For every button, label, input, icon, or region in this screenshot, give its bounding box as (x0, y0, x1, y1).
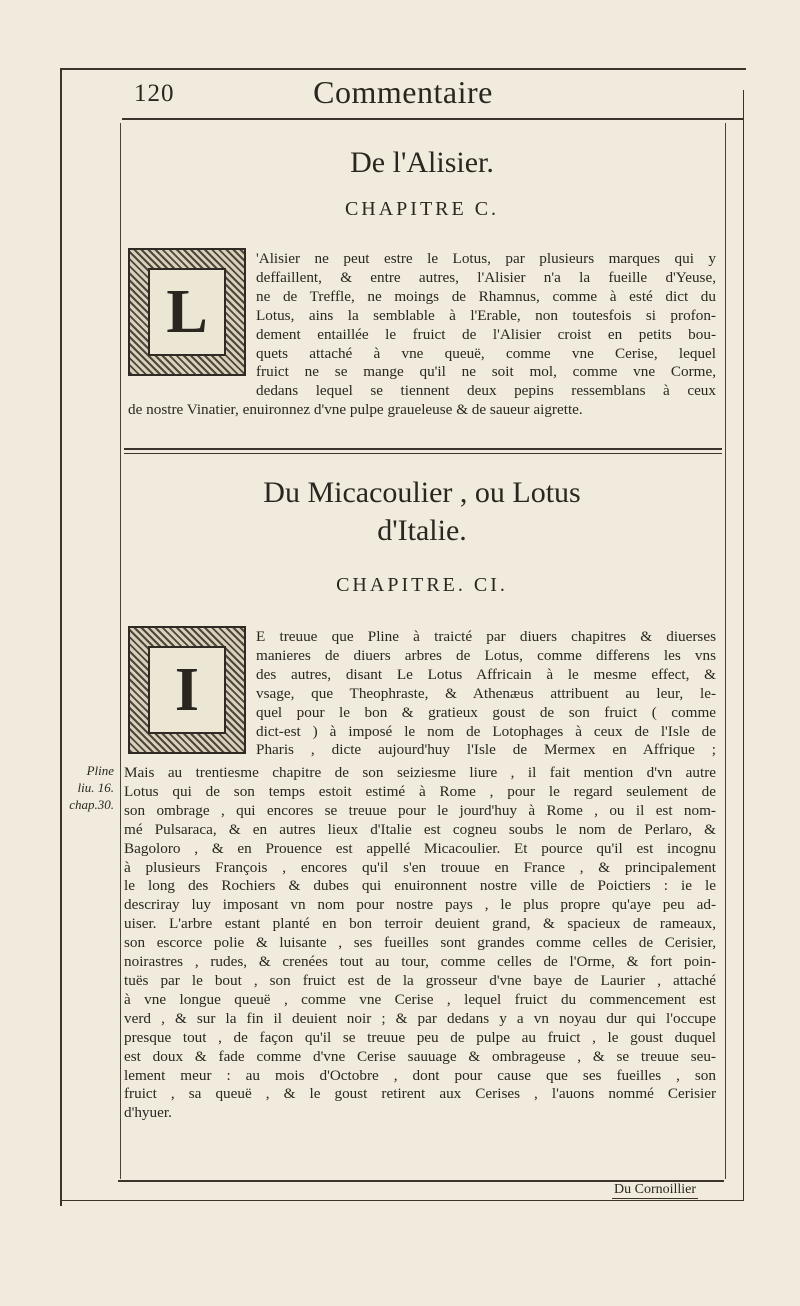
text-line: quel pour le bon & gratieux goust de son fruict ( comme (256, 703, 716, 721)
micacoulier-paragraph-top (256, 628, 716, 760)
text-line: verd , & sur la fin il deuient noir ; & par dedans y a vn noyau dur qui l'occupe (124, 1009, 716, 1027)
text-line: deffaillent, & entre autres, l'Alisier n'a la fueille d'Yeuse, (256, 268, 716, 286)
ornamental-initial (128, 248, 246, 376)
margin-note-line: liu. 16. (77, 780, 114, 795)
bottom-rule-outer (62, 1200, 744, 1201)
page-number: 120 (134, 80, 175, 107)
catchword: Du Cornoillier (614, 1182, 697, 1197)
text-line: tuës par le bout , son fruict est de la grosseur d'vne baye de Laurier , attaché (124, 971, 716, 989)
text-line: E treuue que Pline à traicté par diuers chapitres & diuerses (256, 628, 716, 645)
text-line: des autres, disant Le Lotus Affricain à le mesme effect, & (256, 665, 716, 683)
alisier-last-line (128, 401, 716, 420)
outer-rule (743, 90, 744, 1200)
text-line: 'Alisier ne peut estre le Lotus, par plusieurs marques qui y (256, 250, 716, 267)
text-line: noirastres , rudes, & crenées tout au tour, comme celles de l'Orme, & fort poin- (124, 953, 716, 971)
section-title-micacoulier (120, 474, 724, 550)
text-line: d'hyuer. (124, 1104, 172, 1122)
text-line: mé Pulsaraca, & en autres lieux d'Italie est cogneu soubs le nom de Perlaro, & (124, 820, 716, 838)
text-line: à plusieurs François , encores qu'il s'en trouue en France , & principalement (124, 858, 716, 876)
margin-note-line: Pline (86, 763, 114, 778)
text-line: son ombrage , qui encores se treuue pour le jourd'huy à Rome , ou il est nom- (124, 801, 716, 819)
text-line: dement entaillée le fruict de l'Alisier croist en petits bou- (256, 325, 716, 343)
micacoulier-paragraph-body (124, 764, 716, 1123)
title-line: Du Micacoulier , ou Lotus (263, 476, 581, 509)
text-line: ne de Treffle, ne moings de Rhamnus, comme à esté dict du (256, 287, 716, 305)
page-header (62, 70, 744, 118)
initial-letter: L (148, 268, 226, 356)
ornamental-initial (128, 626, 246, 754)
text-line: uiser. L'arbre estant planté en bon terroir deuient grand, & spacieux de rameaux, (124, 915, 716, 933)
text-line: descriray luy imposant vn nom pour nostre pays , le plus propre qu'aye peu ad- (124, 896, 716, 914)
title-line: d'Italie. (377, 514, 467, 547)
text-line: Lotus, ains la semblable à l'Erable, non toutesfois si profon- (256, 306, 716, 324)
text-line: Pharis , dicte aujourd'huy l'Isle de Mermex en Affrique ; (256, 741, 716, 759)
text-line: de nostre Vinatier, enuironnez d'vne pulpe graueleuse & de saueur aigrette. (128, 401, 583, 418)
section-title-alisier: De l'Alisier. (350, 146, 494, 179)
chapter-heading-c: CHAPITRE C. (344, 198, 500, 220)
text-line: quets attaché à vne queuë, comme vne Cerise, lequel (256, 344, 716, 362)
text-line: dict-est ) à imposé le nom de Lotophages à ceux de l'Isle de (256, 722, 716, 740)
margin-note-line: chap.30. (69, 797, 114, 812)
text-line: manieres de diuers arbres de Lotus, comme differens les vns (256, 646, 716, 664)
text-line: à vne longue queuë , comme vne Cerise , lequel fruict du commencement est (124, 990, 716, 1008)
text-line: Bagoloro , & en Prouence est appellé Micacoulier. Et pource qu'il est incognu (124, 839, 716, 857)
text-line: son escorce polie & luisante , ses fueilles sont grandes comme celles de Cerisier, (124, 934, 716, 952)
running-title: Commentaire (313, 74, 493, 110)
text-line: dedans lequel se tiennent deux pepins ressemblans à ceux (256, 382, 716, 400)
margin-note (60, 762, 114, 813)
text-line: le long des Rochiers & dubes qui enuironnent nostre ville de Poictiers : ie le (124, 877, 716, 895)
text-line: Mais au trentiesme chapitre de son seiziesme liure , il fait mention d'vn autre (124, 764, 716, 781)
text-line: presque tout , de façon qu'il se treuue peu de pulpe au fruict , le goust duquel (124, 1028, 716, 1046)
text-line: fruict ne se mange qu'il ne soit mol, comme vne Corme, (256, 363, 716, 381)
text-line: Lotus qui de son temps estoit estimé à Rome , pour le regard seulement de (124, 782, 716, 800)
section-separator (124, 448, 722, 454)
text-line: vsage, que Theophraste, & Athenæus attribuent au leur, le- (256, 684, 716, 702)
text-line: est doux & fade comme d'vne Cerise sauuage & ombrageuse , & se treuue seu- (124, 1047, 716, 1065)
initial-letter: I (148, 646, 226, 734)
chapter-heading-ci: CHAPITRE. CI. (336, 574, 508, 596)
text-line: lement meur : au mois d'Octobre , dont pour cause que ses fueilles , son (124, 1066, 716, 1084)
header-rule (122, 118, 744, 120)
alisier-paragraph (256, 250, 716, 401)
text-line: fruict , sa queuë , & le goust retirent aux Cerises , l'auons nommé Cerisier (124, 1085, 716, 1103)
